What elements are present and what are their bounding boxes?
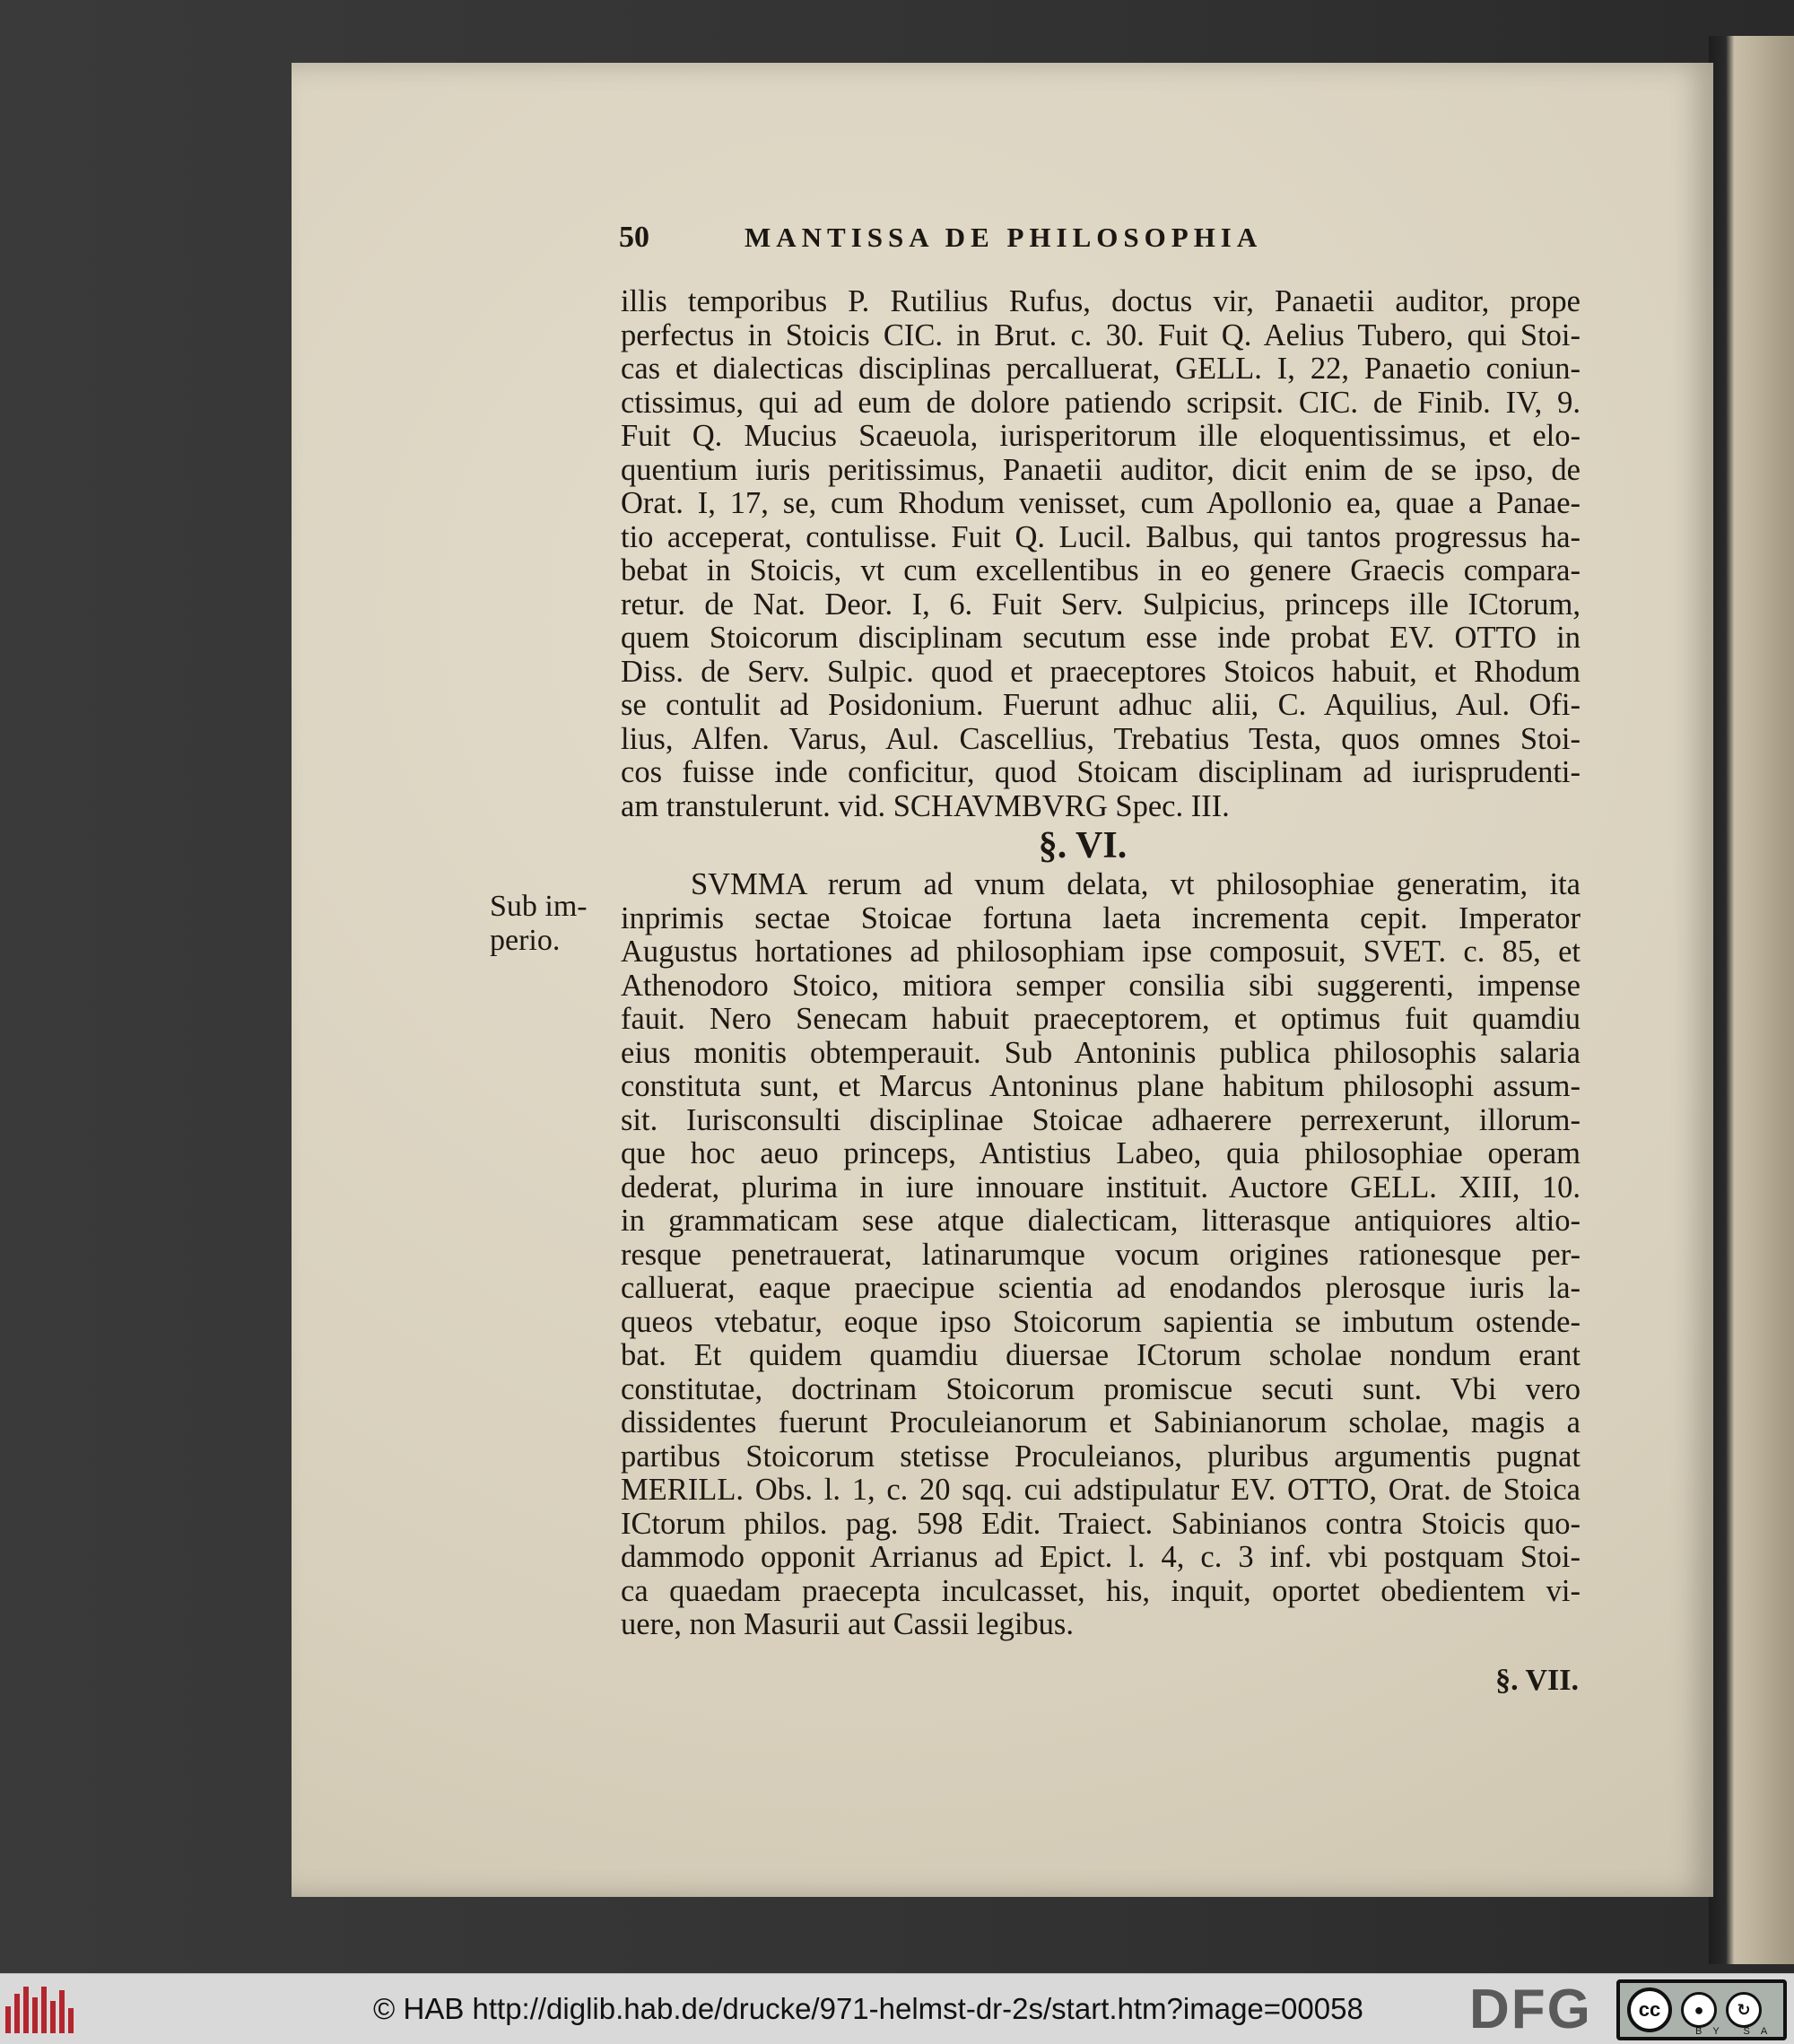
text-line: bat. Et quidem quamdiu diuersae ICtorum scholae nondum erant <box>621 1338 1581 1372</box>
text-line: tio acceperat, contulisse. Fuit Q. Lucil. Balbus, qui tantos progressus ha- <box>621 519 1581 554</box>
text-line: constitutae, doctrinam Stoicorum promiscue secuti sunt. Vbi vero <box>621 1371 1581 1406</box>
text-line: Athenodoro Stoico, mitiora semper consilia sibi suggerenti, impense <box>621 968 1581 1003</box>
text-line: sit. Iurisconsulti disciplinae Stoicae adhaerere perrexerunt, illorum- <box>621 1102 1581 1137</box>
text-line: in grammaticam sese atque dialecticam, litterasque antiquiores altio- <box>621 1204 1581 1238</box>
margin-note-line: perio. <box>490 924 561 957</box>
text-line: Augustus hortationes ad philosophiam ipse composuit, SVET. c. 85, et <box>621 935 1581 969</box>
text-line: retur. de Nat. Deor. I, 6. Fuit Serv. Sulpicius, princeps ille ICtorum, <box>621 587 1581 622</box>
text-line: am transtulerunt. vid. SCHAVMBVRG Spec. III. <box>621 788 1230 823</box>
text-line: quem Stoicorum disciplinam secutum esse inde probat EV. OTTO in <box>621 621 1581 655</box>
cc-license-labels <box>1695 2026 1778 2037</box>
paragraph-2 <box>621 868 1581 1642</box>
text-line: dederat, plurima in iure innouare instituit. Auctore GELL. XIII, 10. <box>621 1170 1581 1205</box>
text-line: perfectus in Stoicis CIC. in Brut. c. 30. Fuit Q. Aelius Tubero, qui Stoi- <box>621 317 1581 352</box>
viewer-footer <box>0 1973 1794 2044</box>
dfg-logo: DFG <box>1469 1979 1592 2040</box>
text-line: Fuit Q. Mucius Scaeuola, iurisperitorum ille eloquentissimus, et elo- <box>621 419 1581 453</box>
text-line: MERILL. Obs. l. 1, c. 20 sqq. cui adstipulatur EV. OTTO, Orat. de Stoica <box>621 1473 1581 1507</box>
share-alike-icon: ↻ <box>1726 1992 1762 2028</box>
text-line: eius monitis obtemperauit. Sub Antoninis publica philosophis salaria <box>621 1035 1581 1070</box>
source-link[interactable]: © HAB http://diglib.hab.de/drucke/971-helmst-dr-2s/start.htm?image=00058 <box>373 1992 1363 2025</box>
text-line: lius, Alfen. Varus, Aul. Cascellius, Trebatius Testa, quos omnes Stoi- <box>621 721 1581 756</box>
text-line: bebat in Stoicis, vt cum excellentibus in eo genere Graecis compara- <box>621 553 1581 587</box>
page-number: 50 <box>619 221 649 254</box>
sa-label: SA <box>1743 2026 1779 2037</box>
text-line: quentium iuris peritissimus, Panaetii auditor, dicit enim de se ipso, de <box>621 452 1581 487</box>
by-attribution-icon: ● <box>1681 1992 1717 2028</box>
text-line: Diss. de Serv. Sulpic. quod et praeceptores Stoicos habuit, et Rhodum <box>621 654 1581 689</box>
text-line: dammodo opponit Arrianus ad Epict. l. 4, c. 3 inf. vbi postquam Stoi- <box>621 1540 1581 1574</box>
text-line: ICtorum philos. pag. 598 Edit. Traiect. Sabinianos contra Stoicis quo- <box>621 1506 1581 1541</box>
text-block <box>621 285 1581 1642</box>
text-line: illis temporibus P. Rutilius Rufus, doctus vir, Panaetii auditor, prope <box>621 284 1581 318</box>
text-line: cas et dialecticas disciplinas percalluerat, GELL. I, 22, Panaetio coniun- <box>621 352 1581 386</box>
text-line: inprimis sectae Stoicae fortuna laeta incrementa cepit. Imperator <box>621 900 1581 935</box>
text-line: resque penetrauerat, latinarumque vocum origines rationesque per- <box>621 1237 1581 1272</box>
margin-note-line: Sub im- <box>490 890 588 923</box>
text-line: fauit. Nero Senecam habuit praeceptorem, et optimus fuit quamdiu <box>621 1002 1581 1036</box>
text-line: cos fuisse inde conficitur, quod Stoicam disciplinam ad iurisprudenti- <box>621 755 1581 789</box>
catchword: §. VII. <box>1495 1664 1579 1697</box>
text-line: SVMMA rerum ad vnum delata, vt philosophiae generatim, ita <box>691 867 1581 901</box>
text-line: que hoc aeuo princeps, Antistius Labeo, quia philosophiae operam <box>621 1136 1581 1170</box>
page-header <box>619 221 1354 257</box>
text-line: ca quaedam praecepta inculcasset, his, inquit, oportet obedientem vi- <box>621 1573 1581 1608</box>
section-heading: §. VI. <box>1038 825 1128 866</box>
margin-note <box>490 890 615 958</box>
text-line: se contulit ad Posidonium. Fuerunt adhuc alii, C. Aquilius, Aul. Ofi- <box>621 688 1581 722</box>
text-line: constituta sunt, et Marcus Antoninus plane habitum philosophi assum- <box>621 1069 1581 1103</box>
cc-icon: cc <box>1627 1987 1672 2032</box>
book-edge <box>1709 36 1794 1964</box>
text-line: ctissimus, qui ad eum de dolore patiendo scripsit. CIC. de Finib. IV, 9. <box>621 385 1581 420</box>
text-line: partibus Stoicorum stetisse Proculeianos, pluribus argumentis pugnat <box>621 1439 1581 1474</box>
hab-logo-icon <box>5 1987 74 2033</box>
paragraph-1 <box>621 285 1581 823</box>
running-title: MANTISSA DE PHILOSOPHIA <box>745 222 1263 253</box>
text-line: uere, non Masurii aut Cassii legibus. <box>621 1607 1074 1641</box>
text-line: queos vtebatur, eoque ipso Stoicorum sapientia se imbutum ostende- <box>621 1304 1581 1339</box>
text-line: calluerat, eaque praecipue scientia ad enodandos plerosque iuris la- <box>621 1271 1581 1305</box>
by-label: BY <box>1695 2026 1730 2037</box>
text-line: Orat. I, 17, se, cum Rhodum venisset, cum Apollonio ea, quae a Panae- <box>621 486 1581 520</box>
text-line: dissidentes fuerunt Proculeianorum et Sabinianorum scholae, magis a <box>621 1405 1581 1439</box>
